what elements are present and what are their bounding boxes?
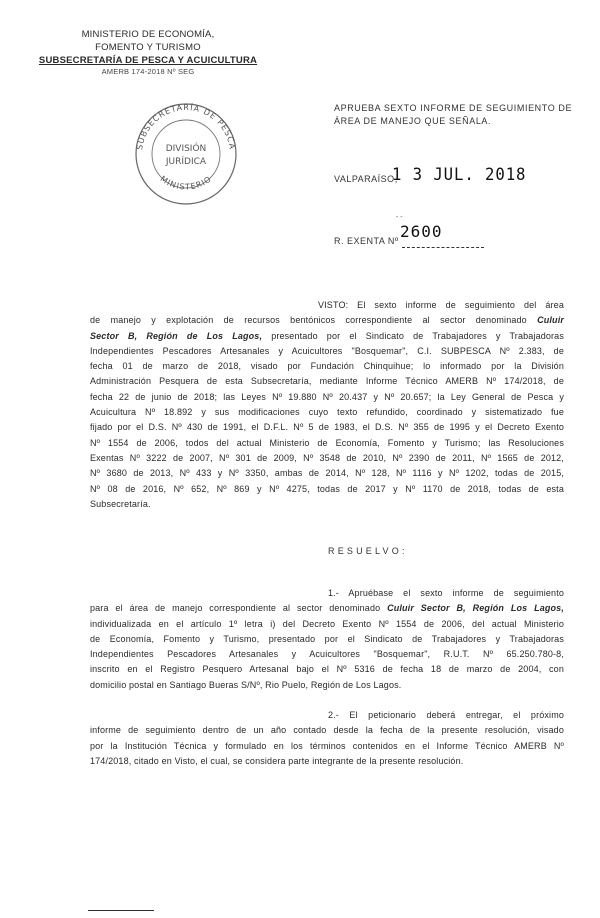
article-2 (90, 708, 564, 769)
visto-line-5: fecha 01 de marzo de 2018, visado por Fundación Chinquihue; lo informado por la División (90, 361, 564, 372)
visto-sector-name: Culuir (537, 315, 564, 326)
stamp-seal-icon (128, 96, 244, 212)
art1-line-5: Independientes Pescadores Artesanales y Acuicultores "Bosquemar", R.U.T. Nº 65.250.780-8, (90, 649, 564, 660)
visto-sector-region: Sector B, Región de Los Lagos, (90, 330, 263, 341)
art2-line-3: por la Institución Técnica y formulado en los términos contenidos en el Informe Técnico AMERB Nº (90, 740, 564, 751)
visto-line-2: de manejo y explotación de recursos bentónicos correspondiente al sector denominado Culuir (90, 315, 564, 326)
visto-line-9: fijado por el D.S. Nº 430 de 1991, el D.F.L. Nº 5 de 1983, el D.S. Nº 355 de 1995 y el Decreto Exento (90, 422, 564, 433)
visto-line-6: Administración Pesquera de esta Subsecretaría, mediante Informe Técnico AMERB Nº 174/2018, de (90, 376, 564, 387)
stamp-center-1: DIVISIÓN (165, 144, 207, 154)
stamp-ring-top: SUBSECRETARÍA DE PESCA (135, 102, 237, 151)
header-line-2: FOMENTO Y TURISMO (95, 42, 201, 53)
visto-line-1: VISTO: El sexto informe de seguimiento del área (318, 300, 564, 310)
subject-block (334, 102, 573, 128)
handwritten-date: 1 3 JUL. 2018 (392, 165, 527, 185)
legal-division-stamp (128, 96, 244, 212)
header-reference: AMERB 174-2018 Nº SEG (101, 67, 195, 76)
visto-line-10: Nº 1554 de 2006, todos del actual Ministerio de Economía, Fomento y Turismo; las Resoluciones (90, 437, 564, 448)
stamp-ring-bottom: MINISTERIO (158, 174, 214, 192)
visto-line-8: Acuicultura Nº 18.892 y sus modificaciones cuyo texto refundido, coordinado y sistematizado fue (90, 407, 564, 418)
art2-line-4: 174/2018, citado en Visto, el cual, se considera parte integrante de la presente resolución. (90, 755, 464, 766)
visto-line-4: Independientes Pescadores Artesanales y Acuicultores "Bosquemar", C.I. SUBPESCA Nº 2.383, de (90, 345, 564, 356)
visto-line-7: fecha 22 de junio de 2018; las Leyes Nº 19.880 Nº 20.437 y Nº 20.657; la Ley General de Pesca y (90, 391, 564, 402)
visto-line-3: Sector B, Región de Los Lagos, presentado por el Sindicato de Trabajadores y Trabajadoras (90, 330, 564, 341)
exenta-label: R. EXENTA Nº (334, 236, 399, 246)
subject-line-1: APRUEBA SEXTO INFORME DE SEGUIMIENTO DE (334, 103, 573, 113)
exenta-underline (402, 247, 484, 248)
svg-text:MINISTERIO (159, 174, 214, 191)
visto-line-11: Exentas Nº 3222 de 2007, Nº 301 de 2009, Nº 3548 de 2010, Nº 2390 de 2011, Nº 1565 de 2012, (90, 452, 564, 463)
art1-line-3: individualizada en el artículo 1º letra i) del Decreto Exento Nº 1554 de 2006, del actual Ministerio (90, 618, 564, 629)
art2-line-2: informe de seguimiento dentro de un año contado desde la fecha de la presente resolución, visado (90, 725, 564, 736)
header-line-3: SUBSECRETARÍA DE PESCA Y ACUICULTURA (38, 55, 258, 66)
ministry-header (38, 28, 258, 77)
stamp-center-2: JURÍDICA (165, 157, 207, 167)
art1-line-2: para el área de manejo correspondiente al sector denominado Culuir Sector B, Región Los Lagos, (90, 603, 564, 614)
exenta-dash: - - (396, 214, 403, 221)
visto-line-14: Subsecretaría. (90, 498, 151, 509)
header-line-1: MINISTERIO DE ECONOMÍA, (81, 29, 215, 40)
subject-line-2: ÁREA DE MANEJO QUE SEÑALA. (334, 116, 492, 126)
exenta-number: 2600 (400, 222, 443, 241)
art1-line-4: de Economía, Fomento y Turismo, presentado por el Sindicato de Trabajadores y Trabajadoras (90, 633, 564, 644)
visto-line-12: Nº 3680 de 2013, Nº 433 y Nº 3350, ambas de 2014, Nº 128, Nº 1116 y Nº 1202, todas de 2015, (90, 468, 564, 479)
art1-line-1: 1.- Apruébase el sexto informe de seguimiento (328, 588, 564, 598)
footer-rule (88, 910, 154, 911)
art1-line-7: domicilio postal en Santiago Bueras S/Nº, Rio Puelo, Región de Los Lagos. (90, 679, 402, 690)
art2-line-1: 2.- El peticionario deberá entregar, el próximo (328, 710, 564, 720)
date-place: VALPARAÍSO, (334, 174, 398, 184)
art1-sector-name: Culuir Sector B, Región Los Lagos, (387, 603, 564, 614)
resuelvo-heading: RESUELVO: (328, 546, 408, 556)
visto-line-13: Nº 08 de 2016, Nº 652, Nº 869 y Nº 4275, todas de 2017 y Nº 1170 de 2018, todas de esta (90, 483, 564, 494)
visto-paragraph (90, 298, 564, 512)
article-1 (90, 586, 564, 693)
art1-line-6: inscrito en el Registro Pesquero Artesanal bajo el Nº 5316 de fecha 18 de marzo de 2004, con (90, 664, 564, 675)
